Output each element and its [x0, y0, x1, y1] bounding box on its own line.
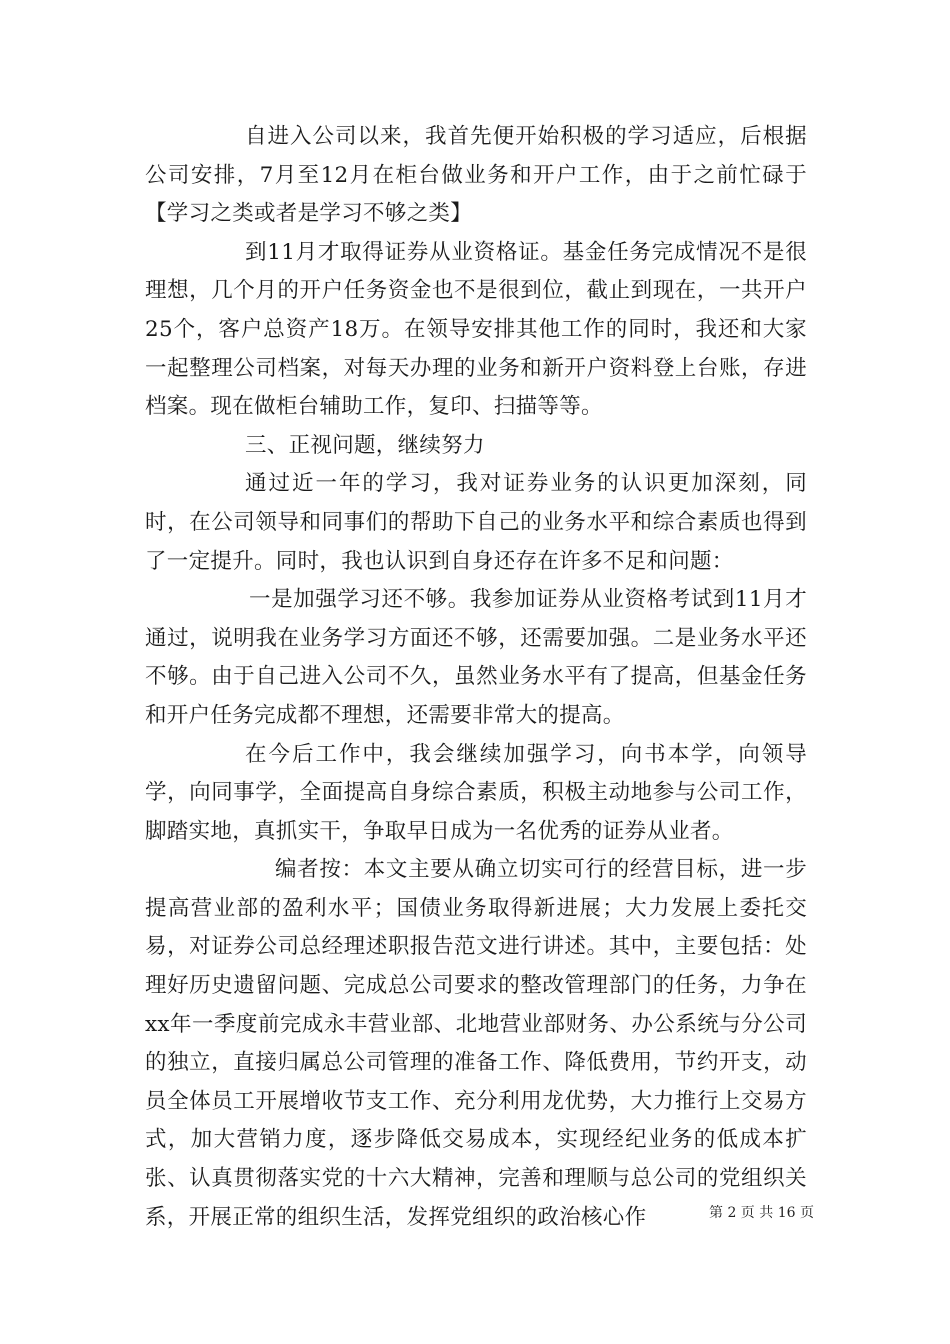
section-heading: 三、正视问题，继续努力: [245, 432, 485, 458]
paragraph-certification: 到11月才取得证券从业资格证。基金任务完成情况不是很理想，几个月的开户任务资金也不是很到位，截止到现在，一共开户25个，客户总资产18万。在领导安排其他工作的同时，我还和大家一起整理公司档案，对每天办理的业务和新开户资料登上台账，存进档案。现在做柜台辅助工作，复印、扫描等等。: [145, 239, 807, 420]
paragraph-reflection: 通过近一年的学习，我对证券业务的认识更加深刻，同时，在公司领导和同事们的帮助下自己的业务水平和综合素质也得到了一定提升。同时，我也认识到自身还存在许多不足和问题：: [145, 471, 807, 574]
paragraph-intro: 自进入公司以来，我首先便开始积极的学习适应，后根据公司安排，7月至12月在柜台做业务和开户工作，由于之前忙碌于【学习之类或者是学习不够之类】: [145, 124, 807, 227]
paragraph-editor-note: 编者按：本文主要从确立切实可行的经营目标，进一步提高营业部的盈利水平；国债业务取得新进展；大力发展上委托交易，对证券公司总经理述职报告范文进行讲述。其中，主要包括：处理好历史遗留问题、完成总公司要求的整改管理部门的任务，力争在xx年一季度前完成永丰营业部、北地营业部财务、办公系统与分公司的独立，直接归属总公司管理的准备工作、降低费用，节约开支，动员全体员工开展增收节支工作、充分利用龙优势，大力推行上交易方式，加大营销力度，逐步降低交易成本，实现经纪业务的低成本扩张、认真贯彻落实党的十六大精神，完善和理顺与总公司的党组织关系，开展正常的组织生活，发挥党组织的政治核心作: [145, 857, 807, 1230]
document-body: [145, 118, 807, 1237]
paragraph-shortcomings: 一是加强学习还不够。我参加证券从业资格考试到11月才通过，说明我在业务学习方面还不够，还需要加强。二是业务水平还不够。由于自己进入公司不久，虽然业务水平有了提高，但基金任务和开户任务完成都不理想，还需要非常大的提高。: [145, 587, 807, 728]
page-number-footer: 第 2 页 共 16 页: [709, 1205, 814, 1221]
paragraph-future-plans: 在今后工作中，我会继续加强学习，向书本学，向领导学，向同事学，全面提高自身综合素质，积极主动地参与公司工作，脚踏实地，真抓实干，争取早日成为一名优秀的证券从业者。: [145, 741, 807, 844]
